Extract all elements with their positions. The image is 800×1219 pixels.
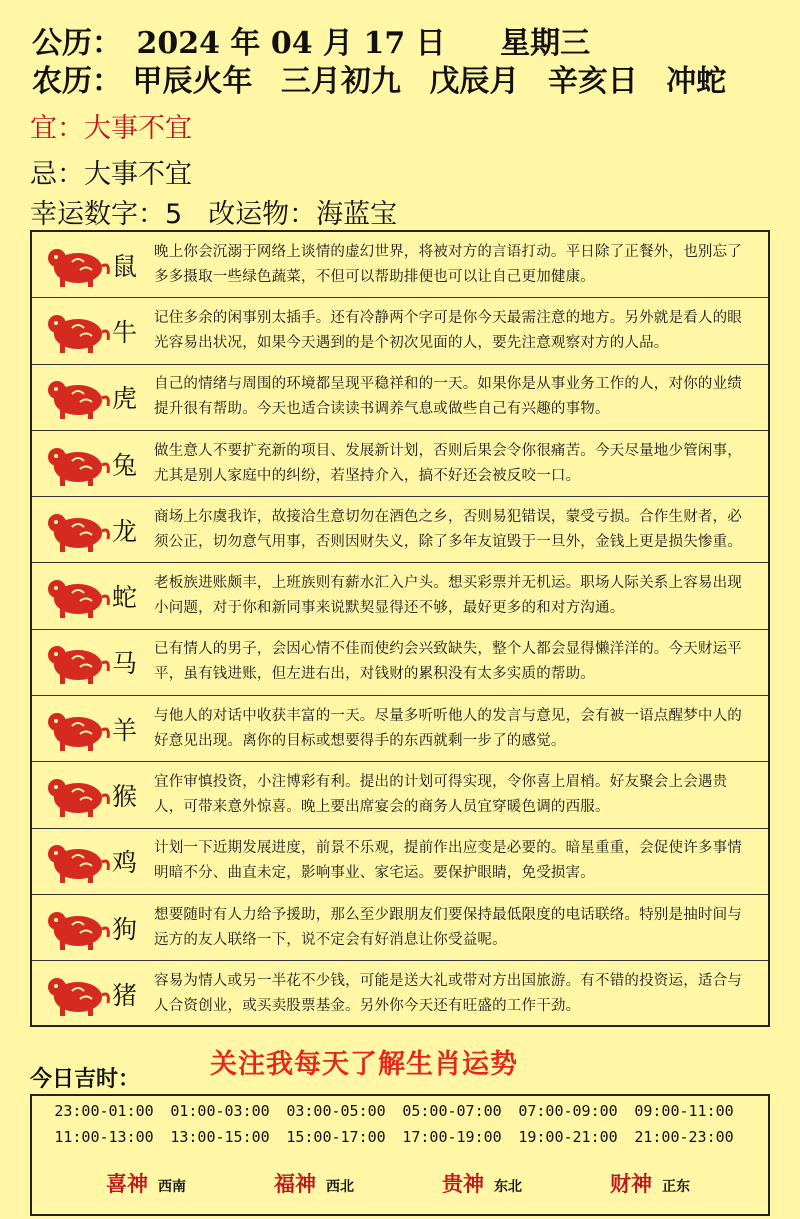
lucky-number: 幸运数字：5 xyxy=(30,199,183,230)
time-slot: 17:00-19:00 xyxy=(402,1128,502,1146)
god-name: 财神 xyxy=(610,1171,652,1196)
month-ganzhi: 戊辰月 xyxy=(429,64,520,99)
god-direction xyxy=(230,1168,398,1198)
god-dir: 西北 xyxy=(326,1179,354,1195)
zodiac-table xyxy=(30,230,770,1027)
dog-icon xyxy=(42,903,112,953)
snake-icon xyxy=(42,571,112,621)
gongli-label: 公历： xyxy=(32,26,122,61)
zodiac-fortune-text: 已有情人的男子，会因心情不佳而使约会兴致缺失，整个人都会显得懒洋洋的。今天财运平平，虽有钱进账，但左进右出，对钱财的累积没有太多实质的帮助。 xyxy=(154,641,742,683)
zodiac-row xyxy=(32,829,768,895)
gods-row xyxy=(32,1168,768,1198)
zodiac-row xyxy=(32,232,768,298)
god-name: 福神 xyxy=(274,1171,316,1196)
zodiac-row xyxy=(32,497,768,563)
zodiac-fortune-text: 与他人的对话中收获丰富的一天。尽量多听听他人的发言与意见，会有被一语点醒梦中人的好意见出现。离你的目标或想要得手的东西就剩一步了的感觉。 xyxy=(154,707,742,749)
zodiac-fortune-text: 老板族进账颇丰，上班族则有薪水汇入户头。想买彩票并无机运。职场人际关系上容易出现小问题，对于你和新同事来说默契显得还不够，最好更多的和对方沟通。 xyxy=(154,575,742,617)
zodiac-row xyxy=(32,630,768,696)
zodiac-name: 猴 xyxy=(112,782,138,812)
day-ganzhi: 辛亥日 xyxy=(547,64,638,99)
zodiac-fortune-text: 想要随时有人力给予援助，那么至少跟朋友们要保持最低限度的电话联络。特别是抽时间与远方的友人联络一下，说不定会有好消息让你受益呢。 xyxy=(154,906,742,948)
tiger-icon xyxy=(42,372,112,422)
god-direction xyxy=(566,1168,734,1198)
zodiac-fortune-text: 自己的情绪与周围的环境都呈现平稳祥和的一天。如果你是从事业务工作的人，对你的业绩提升很有帮助。今天也适合读读书调养气息或做些自己有兴趣的事物。 xyxy=(154,376,742,418)
zodiac-fortune-text: 晚上你会沉溺于网络上谈情的虚幻世界，将被对方的言语打动。平日除了正餐外，也别忘了多多摄取一些绿色蔬菜，不但可以帮助排便也可以让自己更加健康。 xyxy=(154,243,742,285)
rooster-icon xyxy=(42,836,112,886)
gongli-date: 2024 年 04 月 17 日 xyxy=(136,26,446,61)
zodiac-row xyxy=(32,563,768,629)
zodiac-name: 马 xyxy=(112,649,138,679)
time-slot: 05:00-07:00 xyxy=(402,1102,502,1120)
rabbit-icon xyxy=(42,439,112,489)
god-dir: 西南 xyxy=(158,1179,186,1195)
zodiac-fortune-text: 做生意人不要扩充新的项目、发展新计划，否则后果会令你很痛苦。今天尽量地少管闲事，尤其是别人家庭中的纠纷，若坚持介入，搞不好还会被反咬一口。 xyxy=(154,442,742,484)
god-name: 贵神 xyxy=(442,1171,484,1196)
lucky-item: 改运物：海蓝宝 xyxy=(208,199,398,230)
zodiac-name: 鼠 xyxy=(112,251,138,281)
zodiac-fortune-text: 宜作审慎投资，小注博彩有利。提出的计划可得实现，令你喜上眉梢。好友聚会上会遇贵人，可带来意外惊喜。晚上要出席宴会的商务人员宜穿暖色调的西服。 xyxy=(154,774,728,816)
lucky-line xyxy=(30,192,397,231)
god-direction xyxy=(398,1168,566,1198)
nongli-label: 农历： xyxy=(32,64,122,99)
god-dir: 正东 xyxy=(662,1179,690,1195)
zodiac-fortune-text: 记住多余的闲事别太插手。还有冷静两个字可是你今天最需注意的地方。另外就是看人的眼光容易出状况，如果今天遇到的是个初次见面的人，要先注意观察对方的人品。 xyxy=(154,309,742,351)
zodiac-row xyxy=(32,895,768,961)
lucky-times-box xyxy=(30,1094,770,1216)
zodiac-name: 牛 xyxy=(112,317,138,347)
clash: 冲蛇 xyxy=(666,64,727,99)
zodiac-fortune-text: 商场上尔虞我诈，故接洽生意切勿在酒色之乡，否则易犯错误，蒙受亏损。合作生财者，必须公正，切勿意气用事，否则因财失义，除了多年友谊毁于一旦外，金钱上更是损失惨重。 xyxy=(154,508,742,550)
zodiac-name: 猪 xyxy=(112,981,138,1011)
god-direction xyxy=(62,1168,230,1198)
ox-icon xyxy=(42,306,112,356)
time-slot: 19:00-21:00 xyxy=(518,1128,618,1146)
god-dir: 东北 xyxy=(494,1179,522,1195)
zodiac-row xyxy=(32,961,768,1027)
time-slot: 21:00-23:00 xyxy=(634,1128,734,1146)
rat-icon xyxy=(42,240,112,290)
ji-line: 忌：大事不宜 xyxy=(30,159,192,190)
nongli-line xyxy=(32,56,726,100)
time-slot: 13:00-15:00 xyxy=(170,1128,270,1146)
zodiac-name: 鸡 xyxy=(112,848,138,878)
nongli-day: 三月初九 xyxy=(280,64,401,99)
zodiac-row xyxy=(32,762,768,828)
zodiac-name: 虎 xyxy=(112,384,138,414)
zodiac-name: 羊 xyxy=(112,715,138,745)
zodiac-row xyxy=(32,431,768,497)
time-slot: 03:00-05:00 xyxy=(286,1102,386,1120)
time-slot: 01:00-03:00 xyxy=(170,1102,270,1120)
zodiac-name: 兔 xyxy=(112,450,138,480)
zodiac-name: 龙 xyxy=(112,516,138,546)
monkey-icon xyxy=(42,770,112,820)
zodiac-name: 狗 xyxy=(112,914,138,944)
times-row-1 xyxy=(32,1102,768,1120)
weekday: 星期三 xyxy=(500,26,591,61)
follow-banner: 关注我每天了解生肖运势 xyxy=(210,1049,518,1080)
goat-icon xyxy=(42,704,112,754)
god-name: 喜神 xyxy=(106,1171,148,1196)
zodiac-row xyxy=(32,365,768,431)
time-slot: 15:00-17:00 xyxy=(286,1128,386,1146)
zodiac-name: 蛇 xyxy=(112,583,138,613)
pig-icon xyxy=(42,969,112,1019)
horse-icon xyxy=(42,637,112,687)
nongli-year: 甲辰火年 xyxy=(132,64,253,99)
time-slot: 11:00-13:00 xyxy=(54,1128,154,1146)
time-slot: 07:00-09:00 xyxy=(518,1102,618,1120)
yi-line: 宜：大事不宜 xyxy=(30,113,192,144)
zodiac-row xyxy=(32,696,768,762)
zodiac-row xyxy=(32,298,768,364)
time-slot: 09:00-11:00 xyxy=(634,1102,734,1120)
zodiac-fortune-text: 容易为情人或另一半花不少钱，可能是送大礼或带对方出国旅游。有不错的投资运，适合与人合资创业，或买卖股票基金。另外你今天还有旺盛的工作干劲。 xyxy=(154,973,742,1015)
jishi-label: 今日吉时： xyxy=(30,1066,141,1092)
dragon-icon xyxy=(42,505,112,555)
time-slot: 23:00-01:00 xyxy=(54,1102,154,1120)
zodiac-fortune-text: 计划一下近期发展进度，前景不乐观，提前作出应变是必要的。暗星重重，会促使许多事情明暗不分、曲直未定，影响事业、家宅运。要保护眼睛，免受损害。 xyxy=(154,840,742,882)
times-row-2 xyxy=(32,1128,768,1146)
